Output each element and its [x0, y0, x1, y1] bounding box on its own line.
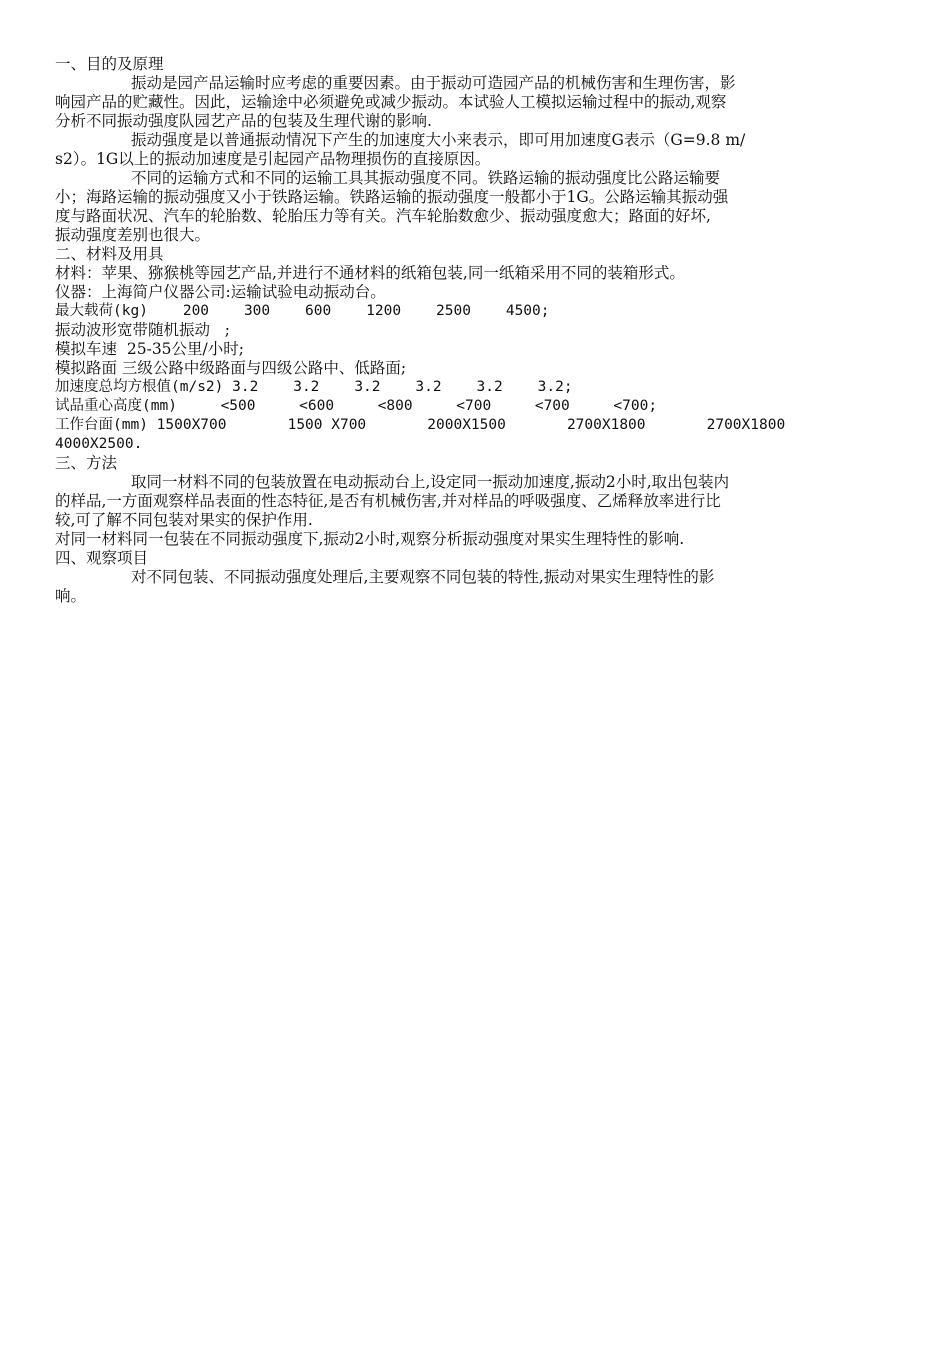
paragraph-line: 对不同包装、不同振动强度处理后,主要观察不同包装的特性,振动对果实生理特性的影 [131, 568, 715, 586]
paragraph-line: 响园产品的贮藏性。因此，运输途中必须避免或减少振动。本试验人工模拟运输过程中的振动,观察 [55, 93, 727, 111]
paragraph-line: s2）。1G以上的振动加速度是引起园产品物理损伤的直接原因。 [55, 150, 491, 168]
table-size-line-continued: 4000X2500. [55, 436, 143, 452]
paragraph-line: 小；海路运输的振动强度又小于铁路运输。铁路运输的振动强度一般都小于1G。公路运输其振动强 [55, 188, 729, 206]
acceleration-line: 加速度总均方根值(m/s2) 3.2 3.2 3.2 3.2 3.2 3.2; [55, 379, 573, 395]
paragraph-line: 取同一材料不同的包装放置在电动振动台上,设定同一振动加速度,振动2小时,取出包装内 [131, 473, 730, 491]
paragraph-line: 振动强度差别也很大。 [55, 226, 211, 244]
section-heading-method: 三、方法 [55, 454, 118, 472]
waveform-line: 振动波形宽带随机振动 ; [55, 321, 231, 339]
max-load-line: 最大载荷(kg) 200 300 600 1200 2500 4500; [55, 303, 550, 319]
paragraph-line: 对同一材料同一包装在不同振动强度下,振动2小时,观察分析振动强度对果实生理特性的影响. [55, 530, 685, 548]
section-heading-purpose: 一、目的及原理 [55, 55, 164, 73]
paragraph-line: 较,可了解不同包装对果实的保护作用. [55, 511, 313, 529]
paragraph-line: 分析不同振动强度队园艺产品的包装及生理代谢的影响. [55, 112, 432, 130]
paragraph-line: 响。 [55, 587, 87, 605]
paragraph-line: 的样品,一方面观察样品表面的性态特征,是否有机械伤害,并对样品的呼吸强度、乙烯释放率进行比 [55, 492, 721, 510]
vehicle-speed-line: 模拟车速 25-35公里/小时; [55, 340, 244, 358]
paragraph-line: 振动是园产品运输时应考虑的重要因素。由于振动可造园产品的机械伤害和生理伤害，影 [131, 74, 736, 92]
materials-line: 材料：苹果、猕猴桃等园艺产品,并进行不通材料的纸箱包装,同一纸箱采用不同的装箱形式。 [55, 264, 685, 282]
section-heading-materials: 二、材料及用具 [55, 245, 164, 263]
section-heading-observation: 四、观察项目 [55, 549, 149, 567]
paragraph-line: 度与路面状况、汽车的轮胎数、轮胎压力等有关。汽车轮胎数愈少、振动强度愈大；路面的好坏, [55, 207, 711, 225]
table-size-line: 工作台面(mm) 1500X700 1500 X700 2000X1500 2700X1800 2700X1800 [55, 417, 786, 433]
document-page [55, 55, 895, 606]
paragraph-line: 振动强度是以普通振动情况下产生的加速度大小来表示，即可用加速度G表示（G=9.8 m/ [131, 131, 746, 149]
instrument-line: 仪器：上海简户仪器公司:运输试验电动振动台。 [55, 283, 386, 301]
paragraph-line: 不同的运输方式和不同的运输工具其振动强度不同。铁路运输的振动强度比公路运输要 [131, 169, 721, 187]
center-height-line: 试品重心高度(mm) <500 <600 <800 <700 <700 <700; [55, 398, 658, 414]
road-surface-line: 模拟路面 三级公路中级路面与四级公路中、低路面; [55, 359, 407, 377]
